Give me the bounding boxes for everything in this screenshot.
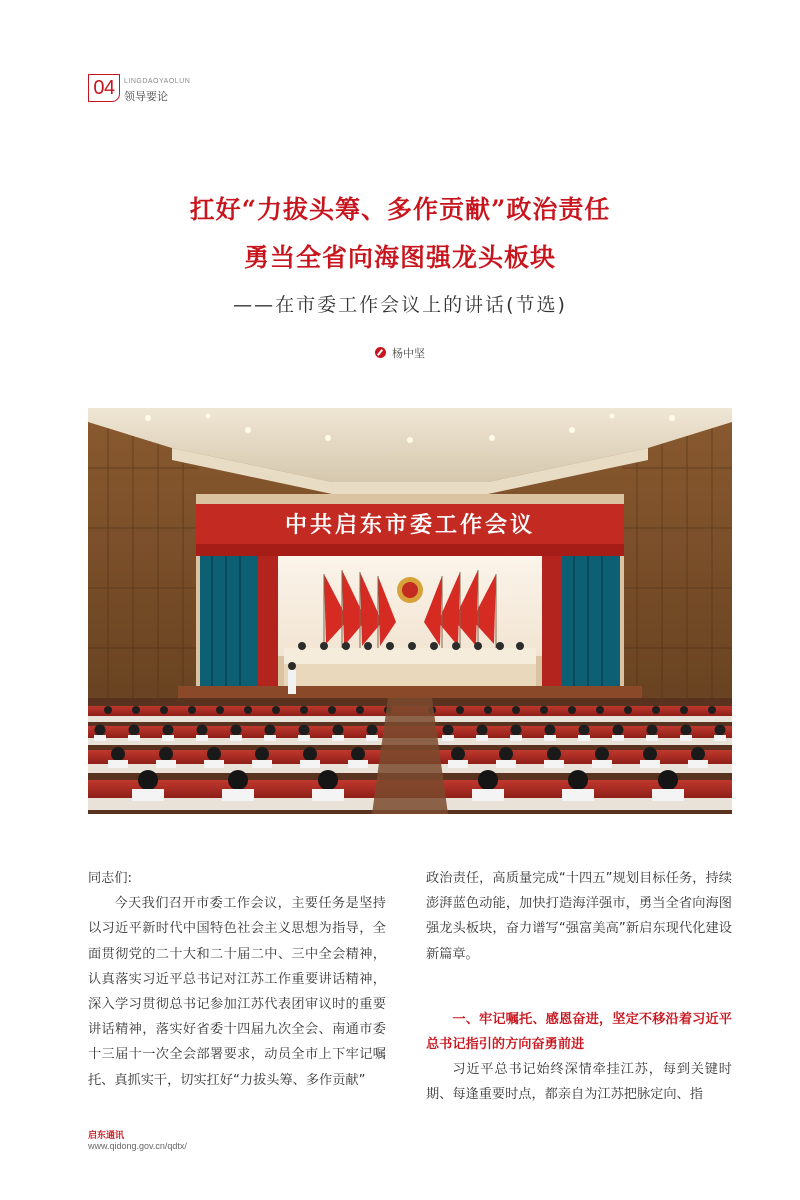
pen-icon: [375, 347, 386, 358]
body-right-column: [426, 866, 732, 1108]
author-name: 杨中坚: [392, 347, 425, 360]
footer-brand: 启东通讯: [88, 1131, 125, 1141]
author-byline: [0, 345, 800, 361]
salutation: 同志们:: [88, 871, 133, 886]
column-title: 领导要论: [124, 90, 168, 103]
section-heading: 一、牢记嘱托、感恩奋进，坚定不移沿着习近平总书记指引的方向奋勇前进: [426, 1011, 732, 1053]
body-left-column: [88, 866, 386, 1093]
body-paragraph: 今天我们召开市委工作会议，主要任务是坚持以习近平新时代中国特色社会主义思想为指导，全面贯彻党的二十大和二十届二中、三中全会精神，认真落实习近平总书记对江苏工作重要讲话精神，深入学习贯彻总书记参加江苏代表团审议时的重要讲话精神，落实好省委十四届九次全会、南通市委十三届十一次全会部署要求，动员全市上下牢记嘱托、真抓实干，切实扛好“力拔头筹、多作贡献”: [88, 896, 386, 1088]
article-subtitle: ——在市委工作会议上的讲话(节选): [233, 294, 567, 316]
article-title-line2: 勇当全省向海图强龙头板块: [243, 243, 556, 272]
banner-text: 中共启东市委工作会议: [284, 512, 536, 538]
body-paragraph-continued: 政治责任，高质量完成“十四五”规划目标任务，持续澎湃蓝色动能，加快打造海洋强市，勇当全省向海图强龙头板块，奋力谱写“强富美高”新启东现代化建设新篇章。: [426, 871, 732, 962]
conference-hall-illustration: [88, 408, 732, 814]
page-number-badge: 04: [88, 74, 120, 102]
footer-url: www.qidong.gov.cn/qdtx/: [88, 1141, 187, 1151]
article-title-line1: 扛好“力拔头筹、多作贡献”政治责任: [189, 195, 611, 224]
section-paragraph: 习近平总书记始终深情牵挂江苏，每到关键时期、每逢重要时点，都亲自为江苏把脉定向、指: [426, 1062, 732, 1103]
column-pinyin: LINGDAOYAOLUN: [124, 78, 191, 85]
conference-photo: [88, 408, 732, 814]
